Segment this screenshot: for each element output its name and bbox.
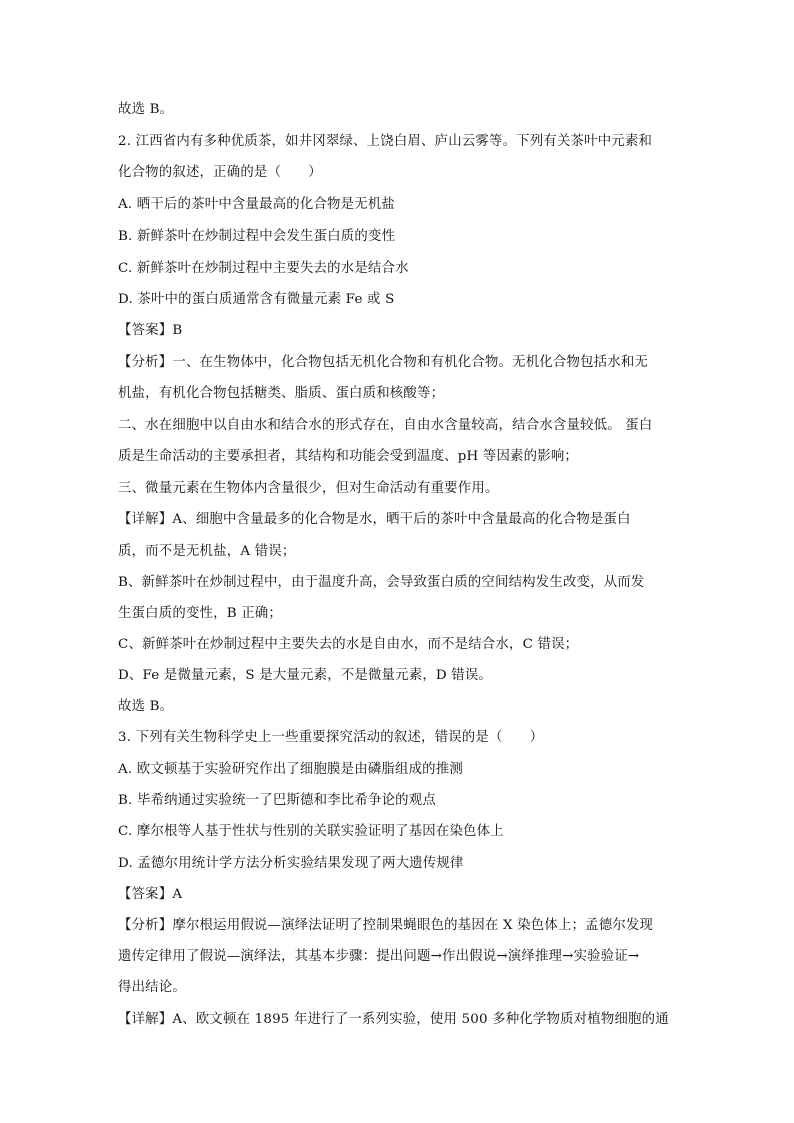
text-line: 故选 B。 — [118, 102, 174, 117]
option-c: C. 新鲜茶叶在炒制过程中主要失去的水是结合水 — [118, 261, 409, 276]
analysis-line: 三、微量元素在生物体内含量很少，但对生命活动有重要作用。 — [118, 481, 499, 496]
option-c: C. 摩尔根等人基于性状与性别的关联实验证明了基因在染色体上 — [118, 824, 504, 839]
answer-label: 【答案】A — [118, 887, 183, 902]
option-d: D. 茶叶中的蛋白质通常含有微量元素 Fe 或 S — [118, 292, 395, 307]
analysis-line: 二、水在细胞中以自由水和结合水的形式存在，自由水含量较高，结合水含量较低。 蛋白 — [118, 418, 653, 433]
question-2-stem: 2. 江西省内有多种优质茶，如井冈翠绿、上饶白眉、庐山云雾等。下列有关茶叶中元素和 — [118, 134, 653, 149]
analysis-line: 【分析】摩尔根运用假说—演绎法证明了控制果蝇眼色的基因在 X 染色体上；孟德尔发现 — [118, 918, 654, 933]
detail-line: 生蛋白质的变性，B 正确； — [118, 606, 282, 621]
detail-line: C、新鲜茶叶在炒制过程中主要失去的水是自由水，而不是结合水，C 错误； — [118, 637, 579, 652]
question-3-stem: 3. 下列有关生物科学史上一些重要探究活动的叙述，错误的是（ ） — [118, 730, 544, 745]
text-line: 故选 B。 — [118, 699, 174, 714]
detail-line: B、新鲜茶叶在炒制过程中，由于温度升高，会导致蛋白质的空间结构发生改变，从而发 — [118, 575, 645, 590]
answer-label: 【答案】B — [118, 323, 183, 338]
analysis-line: 遗传定律用了假说—演绎法，其基本步骤：提出问题→作出假说→演绎推理→实验验证→ — [118, 949, 640, 964]
analysis-line: 机盐，有机化合物包括糖类、脂质、蛋白质和核酸等； — [118, 386, 445, 401]
question-2-stem-cont: 化合物的叙述，正确的是（ ） — [118, 165, 322, 180]
analysis-line: 得出结论。 — [118, 980, 186, 995]
detail-line: 质，而不是无机盐，A 错误； — [118, 544, 296, 559]
option-b: B. 毕希纳通过实验统一了巴斯德和李比希争论的观点 — [118, 793, 436, 808]
detail-line: 【详解】A、欧文顿在 1895 年进行了一系列实验，使用 500 多种化学物质对植物细胞的通 — [118, 1012, 669, 1027]
analysis-line: 质是生命活动的主要承担者，其结构和功能会受到温度、pH 等因素的影响； — [118, 449, 579, 464]
option-d: D. 孟德尔用统计学方法分析实验结果发现了两大遗传规律 — [118, 856, 464, 871]
detail-line: 【详解】A、细胞中含量最多的化合物是水，晒干后的茶叶中含量最高的化合物是蛋白 — [118, 512, 631, 527]
option-a: A. 欧文顿基于实验研究作出了细胞膜是由磷脂组成的推测 — [118, 762, 463, 777]
analysis-line: 【分析】一、在生物体中，化合物包括无机化合物和有机化合物。无机化合物包括水和无 — [118, 355, 649, 370]
option-b: B. 新鲜茶叶在炒制过程中会发生蛋白质的变性 — [118, 229, 396, 244]
option-a: A. 晒干后的茶叶中含量最高的化合物是无机盐 — [118, 197, 396, 212]
detail-line: D、Fe 是微量元素，S 是大量元素，不是微量元素，D 错误。 — [118, 668, 493, 683]
